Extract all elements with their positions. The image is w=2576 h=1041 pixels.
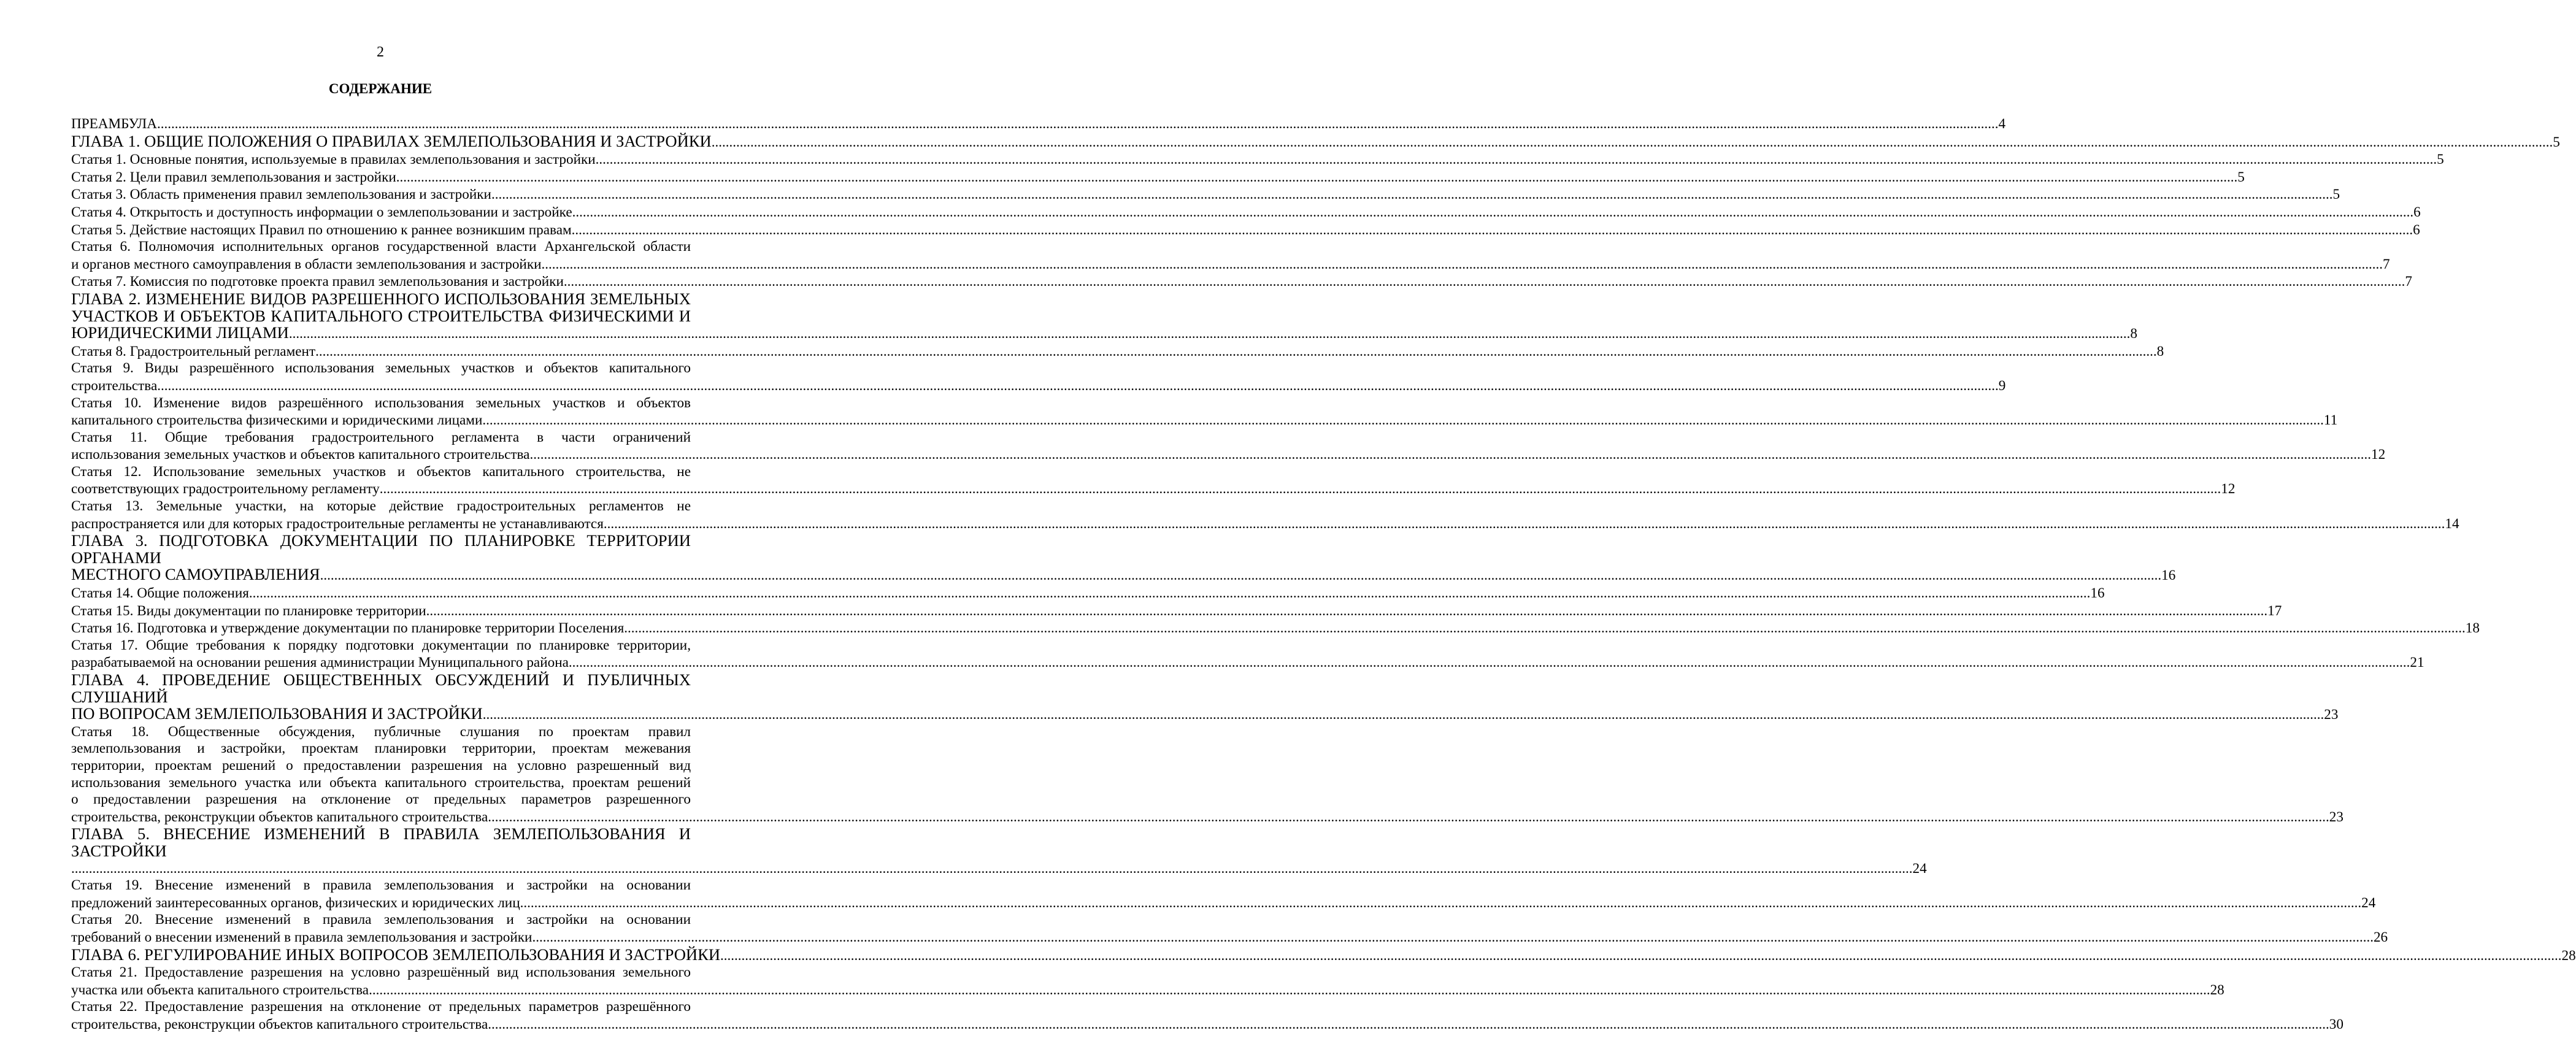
toc-entry-line: Статья 19. Внесение изменений в правила землепользования и застройки на основании (71, 877, 691, 894)
toc-entry-text: ПРЕАМБУЛА (71, 116, 157, 132)
toc-entry-text: ГЛАВА 1. ОБЩИЕ ПОЛОЖЕНИЯ О ПРАВИЛАХ ЗЕМЛЕПОЛЬЗОВАНИЯ И ЗАСТРОЙКИ (71, 131, 712, 150)
toc-entry-line: УЧАСТКОВ И ОБЪЕКТОВ КАПИТАЛЬНОГО СТРОИТЕЛЬСТВА ФИЗИЧЕСКИМИ И (71, 306, 691, 325)
page-title: СОДЕРЖАНИЕ (328, 81, 433, 96)
toc-chapter-entry[interactable] (71, 945, 2576, 965)
toc-entry-line: ГЛАВА 3. ПОДГОТОВКА ДОКУМЕНТАЦИИ ПО ПЛАНИРОВКЕ ТЕРРИТОРИИ ОРГАНАМИ (71, 531, 691, 567)
toc-entry-text: капитального строительства физическими и юридическими лицами (71, 412, 483, 429)
toc-entry-text: Статья 5. Действие настоящих Правил по отношению к раннее возникшим правам (71, 221, 572, 238)
toc-article-entry[interactable] (71, 429, 2386, 464)
toc-article-entry[interactable] (71, 169, 2245, 186)
toc-entry-text: МЕСТНОГО САМОУПРАВЛЕНИЯ (71, 565, 320, 584)
toc-dot-leader (720, 947, 2562, 964)
toc-entry-line: Статья 11. Общие требования градостроительного регламента в части ограничений (71, 429, 691, 445)
toc-entry-text: ГЛАВА 6. РЕГУЛИРОВАНИЕ ИНЫХ ВОПРОСОВ ЗЕМЛЕПОЛЬЗОВАНИЯ И ЗАСТРОЙКИ (71, 945, 721, 964)
toc-entry-text: предложений заинтересованных органов, физических и юридических лиц (71, 894, 520, 911)
toc-entry-line: Статья 10. Изменение видов разрешённого использования земельных участков и объектов (71, 394, 691, 411)
toc-entry-text: строительства, реконструкции объектов капитального строительства (71, 809, 488, 825)
toc-page-number: 28 (2210, 981, 2224, 998)
toc-entry-last-line (71, 343, 2164, 361)
toc-dot-leader (572, 221, 2413, 239)
toc-article-entry[interactable] (71, 620, 2480, 637)
toc-entry-last-line (71, 929, 2388, 947)
toc-page-number: 16 (2090, 585, 2105, 602)
toc-entry-last-line (71, 981, 2224, 999)
toc-page-number: 5 (2553, 134, 2560, 150)
toc-page-number: 11 (2323, 412, 2338, 429)
toc-entry-line: землепользования и застройки, проектам планировки территории, проектам межевания (71, 740, 691, 757)
toc-dot-leader (572, 204, 2414, 221)
toc-dot-leader (529, 446, 2371, 463)
toc-entry-line: Статья 18. Общественные обсуждения, публичные слушания по проектам правил (71, 723, 691, 740)
toc-entry-last-line (71, 273, 2412, 291)
toc-article-entry[interactable] (71, 723, 2343, 826)
toc-page-number: 23 (2324, 707, 2339, 723)
toc-dot-leader (157, 377, 1999, 394)
toc-dot-leader (249, 585, 2091, 602)
toc-entry-last-line (71, 809, 2343, 826)
toc-page-number: 26 (2373, 929, 2388, 945)
toc-entry-last-line (71, 654, 2424, 672)
toc-dot-leader (315, 343, 2157, 360)
toc-article-entry[interactable] (71, 394, 2338, 429)
toc-entry-line: ГЛАВА 2. ИЗМЕНЕНИЕ ВИДОВ РАЗРЕШЕННОГО ИСПОЛЬЗОВАНИЯ ЗЕМЕЛЬНЫХ (71, 289, 691, 308)
toc-entry-last-line (71, 412, 2338, 429)
toc-article-entry[interactable] (71, 151, 2444, 169)
toc-dot-leader (532, 929, 2374, 946)
toc-dot-leader (491, 186, 2333, 203)
toc-entry-text: Статья 2. Цели правил землепользования и застройки (71, 169, 396, 185)
toc-dot-leader (604, 515, 2445, 532)
toc-article-entry[interactable] (71, 239, 2390, 273)
toc-entry-line: Статья 17. Общие требования к порядку подготовки документации по планировке территории, (71, 637, 691, 653)
toc-page-number: 6 (2413, 221, 2420, 238)
toc-dot-leader (488, 809, 2329, 826)
toc-entry-last-line (71, 446, 2386, 464)
toc-dot-leader (380, 480, 2221, 497)
toc-page-number: 9 (1998, 377, 2006, 394)
toc-entry-last-line (71, 1016, 2343, 1034)
toc-entry-line: Статья 12. Использование земельных участков и объектов капитального строительства, не (71, 463, 691, 480)
toc-article-entry[interactable] (71, 186, 2340, 204)
toc-page-number: 8 (2156, 343, 2164, 359)
toc-page-number: 23 (2329, 809, 2343, 825)
toc-chapter-entry[interactable] (71, 531, 2176, 585)
toc-dot-leader (542, 256, 2383, 273)
toc-entry-text: строительства, реконструкции объектов капитального строительства (71, 1016, 488, 1032)
toc-entry-text: использования земельных участков и объектов капитального строительства (71, 447, 530, 463)
page-number: 2 (377, 44, 384, 60)
toc-article-entry[interactable] (71, 585, 2105, 602)
toc-entry-text: строительства (71, 377, 158, 394)
toc-entry-text: распространяется или для которых градостроительные регламенты не устанавливаются (71, 515, 604, 532)
toc-entry-text: требований о внесении изменений в правила землепользования и застройки (71, 929, 533, 945)
toc-article-entry[interactable] (71, 602, 2282, 620)
toc-page-number: 6 (2413, 204, 2421, 220)
toc-entry-text: Статья 14. Общие положения (71, 585, 249, 602)
toc-entry-line: Статья 22. Предоставление разрешения на отклонение от предельных параметров разрешённого (71, 999, 691, 1015)
toc-entry-last-line (71, 115, 2006, 133)
toc-entry-text: Статья 16. Подготовка и утверждение документации по планировке территории Поселения (71, 620, 625, 637)
toc-entry-last-line (71, 704, 2339, 724)
toc-entry-last-line (71, 151, 2444, 169)
toc-page-number: 7 (2383, 256, 2390, 272)
toc-article-entry[interactable] (71, 877, 2376, 912)
toc-entry-text: соответствующих градостроительному регламенту (71, 481, 380, 497)
toc-dot-leader (289, 325, 2131, 342)
toc-entry-text: Статья 7. Комиссия по подготовке проекта правил землепользования и застройки (71, 274, 564, 290)
toc-dot-leader (396, 169, 2238, 186)
toc-chapter-entry[interactable] (71, 131, 2560, 152)
toc-article-entry[interactable] (71, 912, 2388, 946)
toc-entry-last-line (71, 377, 2006, 395)
toc-page-number: 24 (1912, 860, 1927, 877)
toc-page-number: 12 (2221, 481, 2236, 497)
toc-dot-leader (488, 1016, 2329, 1033)
toc-entry-last-line (71, 620, 2480, 637)
toc-entry-text: Статья 1. Основные понятия, используемые в правилах землепользования и застройки (71, 152, 596, 168)
toc-dot-leader (596, 151, 2437, 168)
toc-article-entry[interactable] (71, 964, 2224, 999)
toc-entry-text: Статья 15. Виды документации по планировке территории (71, 602, 426, 619)
toc-page-number: 30 (2329, 1016, 2343, 1032)
toc-page-number: 14 (2445, 515, 2459, 532)
toc-entry-last-line (71, 894, 2376, 912)
toc-article-entry[interactable] (71, 343, 2164, 361)
toc-entry-text: участка или объекта капитального строительства (71, 981, 369, 998)
table-of-contents (71, 115, 2576, 1033)
toc-entry-line: ГЛАВА 5. ВНЕСЕНИЕ ИЗМЕНЕНИЙ В ПРАВИЛА ЗЕМЛЕПОЛЬЗОВАНИЯ И ЗАСТРОЙКИ (71, 824, 691, 860)
toc-entry-line: Статья 13. Земельные участки, на которые действие градостроительных регламентов не (71, 498, 691, 515)
toc-page-number: 12 (2370, 447, 2386, 463)
toc-entry-last-line (71, 169, 2245, 186)
toc-entry-line: Статья 9. Виды разрешённого использования земельных участков и объектов капитального (71, 360, 691, 377)
toc-chapter-entry[interactable] (71, 289, 2137, 343)
toc-article-entry[interactable] (71, 637, 2424, 672)
toc-article-entry[interactable] (71, 360, 2006, 394)
toc-entry-line: Статья 21. Предоставление разрешения на условно разрешённый вид использования земельного (71, 964, 691, 981)
toc-dot-leader (624, 620, 2466, 637)
toc-dot-leader (712, 134, 2553, 151)
toc-article-entry[interactable] (71, 204, 2421, 221)
toc-page-number: 7 (2405, 274, 2412, 290)
toc-dot-leader (426, 602, 2268, 620)
toc-article-entry[interactable] (71, 463, 2236, 498)
toc-entry-last-line (71, 565, 2176, 585)
toc-entry-last-line (71, 945, 2576, 965)
toc-entry-text: ЮРИДИЧЕСКИМИ ЛИЦАМИ (71, 323, 289, 342)
toc-entry-last-line (71, 515, 2459, 533)
toc-dot-leader (369, 981, 2210, 999)
toc-dot-leader (520, 894, 2362, 912)
toc-page-number: 21 (2410, 655, 2424, 671)
toc-entry-last-line (71, 131, 2560, 152)
toc-entry-last-line (71, 585, 2105, 602)
toc-entry-line: территории, проектам решений о предоставлении разрешения на условно разрешенный вид (71, 757, 691, 774)
toc-dot-leader (157, 115, 1999, 133)
toc-page-number: 16 (2161, 567, 2176, 584)
toc-chapter-entry[interactable] (71, 824, 1927, 877)
toc-article-entry[interactable] (71, 999, 2343, 1033)
toc-page-number: 5 (2332, 186, 2340, 203)
toc-entry-line: о предоставлении разрешения на отклонение от предельных параметров разрешенного (71, 791, 691, 808)
toc-dot-leader (483, 706, 2324, 723)
toc-dot-leader (482, 412, 2324, 429)
toc-dot-leader (71, 860, 1913, 877)
toc-entry-last-line (71, 480, 2236, 498)
toc-entry-last-line (71, 860, 1927, 878)
toc-chapter-entry[interactable] (71, 670, 2339, 724)
toc-page-number: 28 (2561, 947, 2576, 964)
toc-entry-text: Статья 8. Градостроительный регламент (71, 343, 316, 359)
toc-entry-text: Статья 4. Открытость и доступность информации о землепользовании и застройке (71, 204, 572, 220)
toc-entry-line: ГЛАВА 4. ПРОВЕДЕНИЕ ОБЩЕСТВЕННЫХ ОБСУЖДЕНИЙ И ПУБЛИЧНЫХ СЛУШАНИЙ (71, 670, 691, 706)
toc-entry-last-line (71, 323, 2137, 343)
toc-entry-last-line (71, 186, 2340, 204)
toc-article-entry[interactable] (71, 273, 2412, 291)
toc-entry-text: ПО ВОПРОСАМ ЗЕМЛЕПОЛЬЗОВАНИЯ И ЗАСТРОЙКИ (71, 704, 483, 723)
toc-page-number: 5 (2437, 152, 2444, 168)
toc-entry-last-line (71, 256, 2390, 274)
toc-page-number: 24 (2361, 894, 2376, 911)
toc-page-number: 4 (1998, 116, 2006, 132)
toc-article-entry[interactable] (71, 221, 2420, 239)
toc-page-number: 8 (2130, 326, 2137, 342)
toc-entry-line: использования земельного участка или объекта капитального строительства, проектам решений (71, 774, 691, 791)
toc-entry-line: Статья 20. Внесение изменений в правила землепользования и застройки на основании (71, 912, 691, 928)
toc-dot-leader (564, 273, 2405, 290)
toc-entry-text: Статья 3. Область применения правил землепользования и застройки (71, 186, 491, 203)
toc-page-number: 17 (2267, 602, 2282, 619)
toc-entry-last-line (71, 602, 2282, 620)
toc-entry-last-line (71, 221, 2420, 239)
toc-dot-leader (569, 654, 2410, 671)
toc-article-entry[interactable] (71, 115, 2006, 133)
toc-entry-text: разрабатываемой на основании решения администрации Муниципального района (71, 655, 569, 671)
toc-article-entry[interactable] (71, 498, 2459, 532)
toc-dot-leader (320, 567, 2162, 584)
toc-entry-last-line (71, 204, 2421, 221)
toc-entry-text: и органов местного самоуправления в области землепользования и застройки (71, 256, 542, 272)
toc-entry-line: Статья 6. Полномочия исполнительных органов государственной власти Архангельской области (71, 239, 691, 255)
toc-page-number: 5 (2237, 169, 2245, 185)
toc-page-number: 18 (2465, 620, 2480, 637)
